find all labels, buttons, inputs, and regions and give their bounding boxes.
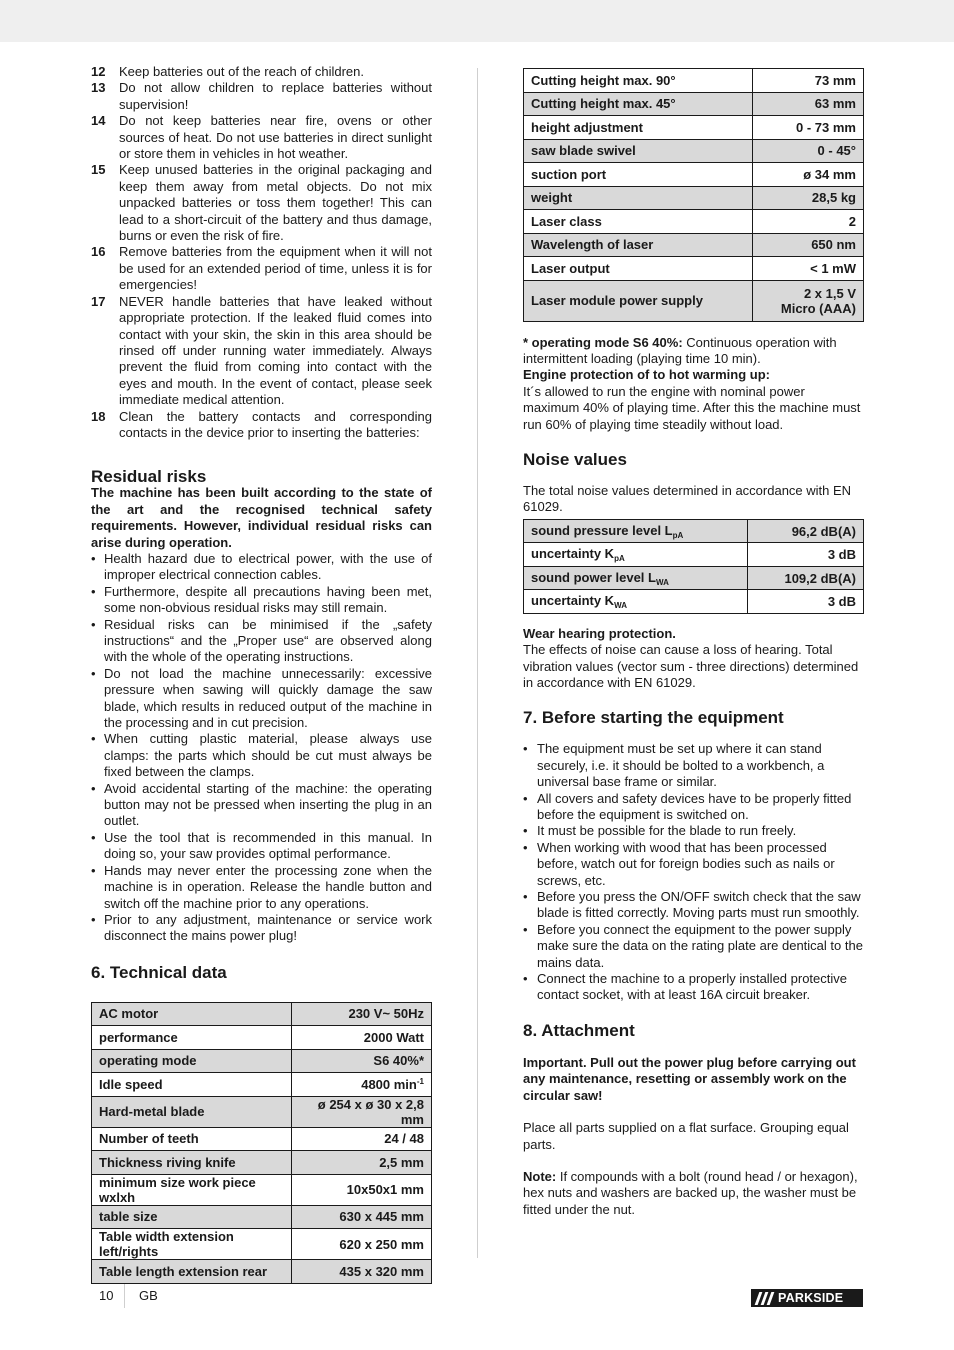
page-number: 10: [99, 1288, 114, 1303]
list-item-text: Remove batteries from the equipment when it will not be used for an extended period of time, unless it is for emergencies!: [119, 244, 432, 293]
table-cell-value: [292, 1260, 432, 1284]
list-item: • Avoid accidental starting of the machine: the operating button may not be pressed when inserting the plug in an outlet.: [91, 781, 432, 830]
list-item-text: Keep batteries out of the reach of children.: [119, 64, 364, 79]
table-cell-value: [753, 280, 864, 321]
table-row: [524, 69, 864, 93]
cell-label-text: uncertainty K: [531, 546, 615, 561]
cell-value-text: 73 mm: [814, 72, 856, 88]
table-cell-value: [748, 566, 864, 590]
table-row: [524, 116, 864, 140]
table-cell-label: [524, 590, 748, 614]
cell-label-text: uncertainty K: [531, 593, 615, 608]
table-row: [92, 1073, 432, 1097]
table-cell-value: [292, 1096, 432, 1127]
table-cell-label: [92, 1174, 292, 1205]
cell-label-text: Wavelength of laser: [531, 237, 654, 253]
cell-value-text: ø 34 mm: [803, 166, 856, 182]
cell-value-text: 3 dB: [827, 594, 856, 609]
cell-value-text: 2: [848, 213, 856, 229]
cell-value-superscript: -1: [416, 1076, 424, 1086]
cell-value-text: 96,2 dB(A): [791, 523, 856, 539]
table-cell-value: [753, 210, 864, 234]
list-item-text: Clean the battery contacts and corresponding contacts in the device prior to inserting the batteries:: [119, 408, 432, 440]
cell-label-text: sound power level L: [531, 569, 656, 585]
table-cell-value: [753, 257, 864, 281]
operating-mode-note-label: * operating mode S6 40%:: [523, 334, 683, 350]
table-row: [524, 566, 864, 590]
table-cell-label: [524, 210, 753, 234]
engine-protection-heading: Engine protection of to hot warming up:: [523, 367, 770, 383]
list-item: • Before you connect the equipment to the power supply make sure the data on the rating plate are dentical to the mains data.: [523, 922, 864, 971]
table-cell-value: [292, 1174, 432, 1205]
table-cell-value: [292, 1127, 432, 1151]
list-item: • Furthermore, despite all precautions having been met, some non-obvious residual risks may still remain.: [91, 584, 432, 617]
cell-value-text: 24 / 48: [384, 1131, 424, 1147]
table-cell-label: [92, 1096, 292, 1127]
operating-mode-note: [523, 335, 864, 368]
table-row: [524, 163, 864, 187]
cell-value-text: S6 40%*: [373, 1053, 424, 1069]
cell-label-text: AC motor: [99, 1006, 159, 1022]
cell-label-text: Thickness riving knife: [99, 1154, 236, 1170]
right-column: [523, 68, 864, 1218]
residual-risks-list: [91, 551, 432, 945]
cell-label-text: Cutting height max. 90°: [531, 72, 676, 88]
table-cell-label: [524, 116, 753, 140]
cell-label-text: weight: [531, 190, 573, 206]
table-cell-label: [92, 1073, 292, 1097]
list-item: • It must be possible for the blade to run freely.: [523, 823, 864, 839]
cell-label-subscript: WA: [655, 577, 669, 587]
list-item-number: 12: [91, 64, 106, 79]
cell-value-text: 109,2 dB(A): [784, 570, 856, 586]
table-cell-value: [292, 1151, 432, 1175]
table-cell-value: [292, 1229, 432, 1260]
cell-value-text-2: Micro (AAA): [780, 300, 856, 316]
cell-value-text: 620 x 250 mm: [339, 1236, 424, 1252]
table-row: [524, 590, 864, 614]
list-item: [91, 80, 432, 113]
list-item-text: NEVER handle batteries that have leaked without appropriate protection. If the leaked fluid comes into contact with your skin, the skin in this area should be rinsed off under running water immediately. Always prevent the fluid from coming into contact with the eyes and mouth. In the event of contact, please seek immediate medical attention.: [119, 293, 432, 408]
noise-values-table: [523, 519, 864, 614]
table-row: [92, 1127, 432, 1151]
table-cell-value: [753, 233, 864, 257]
table-cell-value: [753, 69, 864, 93]
cell-value-text: 2000 Watt: [363, 1029, 424, 1045]
table-cell-label: [92, 1127, 292, 1151]
table-cell-label: [92, 1260, 292, 1284]
table-cell-value: [748, 590, 864, 614]
technical-data-table: [91, 1002, 432, 1284]
wear-protection-heading: Wear hearing protection.: [523, 625, 676, 641]
footer-divider: [124, 1284, 125, 1308]
list-item-number: 18: [91, 408, 106, 424]
table-row: [524, 233, 864, 257]
cell-value-text: 2 x 1,5 V: [803, 285, 856, 301]
list-item-number: 16: [91, 244, 106, 260]
table-cell-value: [753, 116, 864, 140]
cell-label-text: height adjustment: [531, 119, 643, 135]
left-column: [91, 64, 432, 1284]
cell-label-text: Laser output: [531, 260, 610, 276]
technical-data-table-continued: [523, 68, 864, 322]
list-item: • All covers and safety devices have to be properly fitted before the equipment is switched on.: [523, 791, 864, 824]
brand-name: PARKSIDE: [778, 1291, 844, 1305]
cell-value-text: 28,5 kg: [811, 190, 856, 206]
parkside-logo: [751, 1289, 863, 1307]
table-cell-label: [524, 566, 748, 590]
noise-values-heading: Noise values: [523, 449, 627, 469]
table-row: [524, 92, 864, 116]
cell-label-text: performance: [99, 1029, 178, 1045]
table-cell-label: [92, 1026, 292, 1050]
table-row: [524, 139, 864, 163]
cell-value-text: 650 nm: [811, 237, 856, 253]
table-cell-value: [753, 186, 864, 210]
table-cell-label: [524, 69, 753, 93]
cell-label-subscript: pA: [614, 554, 625, 563]
table-cell-label: [524, 280, 753, 321]
cell-value-text: 4800 min: [361, 1076, 417, 1092]
cell-value-text: < 1 mW: [810, 260, 856, 276]
table-cell-value: [292, 1073, 432, 1097]
cell-value-text: 0 - 73 mm: [796, 119, 856, 135]
table-cell-value: [753, 139, 864, 163]
attachment-note: [523, 1169, 864, 1218]
list-item-number: 14: [91, 113, 106, 129]
table-row: [92, 1002, 432, 1026]
residual-risks-heading: Residual risks: [91, 467, 207, 487]
table-cell-label: [524, 257, 753, 281]
table-cell-label: [92, 1205, 292, 1229]
list-item-number: 13: [91, 80, 106, 96]
list-item: [91, 244, 432, 293]
cell-value-text: 435 x 320 mm: [339, 1263, 424, 1279]
attachment-important: Important. Pull out the power plug before carrying out any maintenance, resetting or assembly work on the circular saw!: [523, 1054, 856, 1103]
list-item-text: Do not allow children to replace batteries without supervision!: [119, 80, 432, 112]
table-cell-value: [292, 1002, 432, 1026]
list-item: • Connect the machine to a properly installed protective contact socket, with at least 16A circuit breaker.: [523, 971, 864, 1004]
cell-value-text: 10x50x1 mm: [346, 1182, 424, 1198]
cell-label-text: saw blade swivel: [531, 143, 636, 159]
table-cell-value: [292, 1026, 432, 1050]
top-bar: [0, 0, 954, 42]
table-cell-label: [92, 1229, 292, 1260]
cell-label-text: minimum size work piece wxlxh: [99, 1174, 256, 1205]
table-cell-label: [524, 92, 753, 116]
table-cell-label: [524, 233, 753, 257]
table-row: [524, 543, 864, 567]
list-item: • The equipment must be set up where it can stand securely, i.e. it should be bolted to a workbench, a universal base frame or similar.: [523, 741, 864, 790]
list-item: • When cutting plastic material, please always use clamps: the parts which should be cut must always be fixed between the clamps.: [91, 731, 432, 780]
cell-label-subscript: WA: [614, 601, 627, 610]
table-row: [524, 280, 864, 321]
language-code: GB: [139, 1288, 158, 1303]
table-row: [524, 519, 864, 543]
table-row: [92, 1096, 432, 1127]
cell-label-text: Idle speed: [99, 1076, 163, 1092]
cell-label-text: suction port: [531, 166, 607, 182]
cell-value-text: 2,5 mm: [379, 1154, 424, 1170]
table-row: [524, 210, 864, 234]
table-row: [92, 1260, 432, 1284]
engine-protection-text: It´s allowed to run the engine with nominal power maximum 40% of playing time. After this the machine must run 60% of playing time steadily without load.: [523, 383, 861, 432]
table-cell-label: [524, 139, 753, 163]
table-cell-label: [92, 1049, 292, 1073]
cell-label-text: Table width extension left/rights: [99, 1229, 234, 1260]
attachment-place: Place all parts supplied on a flat surface. Grouping equal parts.: [523, 1120, 849, 1152]
list-item-number: 15: [91, 162, 106, 178]
table-cell-label: [524, 163, 753, 187]
cell-value-text: 230 V~ 50Hz: [348, 1006, 424, 1022]
table-cell-value: [748, 543, 864, 567]
table-cell-value: [292, 1049, 432, 1073]
cell-value-text: ø 254 x ø 30 x 2,8 mm: [317, 1096, 424, 1127]
table-row: [524, 257, 864, 281]
list-item: [91, 113, 432, 162]
cell-label-text: Hard-metal blade: [99, 1104, 205, 1120]
cell-value-text: 3 dB: [827, 547, 856, 562]
cell-label-text: Table length extension rear: [99, 1263, 268, 1279]
list-item-number: 17: [91, 293, 106, 309]
list-item-text: Keep unused batteries in the original packaging and keep them away from metal objects. Do not mix unpacked batteries or toss them together! This can lead to a short-circuit of the battery and thus damage, burns or even the risk of fire.: [119, 162, 432, 244]
table-cell-label: [524, 519, 748, 543]
table-row: [92, 1026, 432, 1050]
list-item: • Hands may never enter the processing zone when the machine is in operation. Release the handle button and switch off the machine prior to any operations.: [91, 863, 432, 912]
list-item: • Health hazard due to electrical power, with the use of improper electrical connection cables.: [91, 551, 432, 584]
cell-label-text: Cutting height max. 45°: [531, 96, 676, 112]
cell-label-text: table size: [99, 1209, 158, 1225]
cell-label-text: Number of teeth: [99, 1131, 199, 1147]
battery-safety-list: [91, 64, 432, 441]
list-item: • Prior to any adjustment, maintenance or service work disconnect the mains power plug!: [91, 912, 432, 945]
noise-values-intro: The total noise values determined in accordance with EN 61029.: [523, 482, 852, 515]
table-cell-label: [524, 186, 753, 210]
table-row: [92, 1049, 432, 1073]
before-starting-heading: 7. Before starting the equipment: [523, 708, 784, 728]
list-item: • Use the tool that is recommended in this manual. In doing so, your saw provides optimal performance.: [91, 830, 432, 863]
list-item: [91, 294, 432, 409]
column-divider: [477, 68, 478, 1258]
list-item: • Before you press the ON/OFF switch check that the saw blade is fitted correctly. Moving parts must run smoothly.: [523, 889, 864, 922]
residual-risks-intro: The machine has been built according to the state of the art and the recognised technical safety requirements. However, individual residual risks can arise during operation.: [91, 485, 432, 550]
list-item: [91, 409, 432, 442]
operating-mode-note-text: Continuous operation with intermittent loading (playing time 10 min).: [523, 334, 837, 366]
list-item: [91, 64, 432, 80]
wear-protection-text: The effects of noise can cause a loss of hearing. Total vibration values (vector sum - three directions) determined in accordance with EN 61029.: [523, 642, 859, 690]
attachment-heading: 8. Attachment: [523, 1020, 635, 1040]
table-cell-value: [753, 92, 864, 116]
list-item: • When working with wood that has been processed before, watch out for foreign bodies such as nails or screws, etc.: [523, 840, 864, 889]
cell-value-text: 63 mm: [814, 96, 856, 112]
logo-stripes-icon: [757, 1292, 772, 1305]
table-cell-label: [524, 543, 748, 567]
cell-label-text: Laser module power supply: [531, 293, 703, 308]
cell-value-text: 630 x 445 mm: [339, 1209, 424, 1225]
cell-label-text: Laser class: [531, 213, 602, 229]
cell-label-subscript: pA: [672, 530, 684, 540]
table-cell-value: [292, 1205, 432, 1229]
table-row: [92, 1174, 432, 1205]
table-cell-label: [92, 1002, 292, 1026]
cell-value-text: 0 - 45°: [817, 143, 856, 159]
attachment-note-text: If compounds with a bolt (round head / or hexagon), hex nuts and washers are backed up, the washer must be fitted under the nut.: [523, 1168, 858, 1217]
list-item-text: Do not keep batteries near fire, ovens or other sources of heat. Do not use batteries in direct sunlight or store them in vehicles in hot weather.: [119, 113, 432, 162]
table-cell-value: [748, 519, 864, 543]
cell-label-text: sound pressure level L: [531, 522, 673, 538]
cell-label-text: operating mode: [99, 1053, 197, 1069]
technical-data-heading: 6. Technical data: [91, 962, 227, 982]
table-row: [92, 1229, 432, 1260]
list-item: [91, 162, 432, 244]
table-row: [92, 1205, 432, 1229]
table-cell-label: [92, 1151, 292, 1175]
table-row: [524, 186, 864, 210]
attachment-note-label: Note:: [523, 1168, 557, 1184]
list-item: • Do not load the machine unnecessarily: excessive pressure when sawing will quickly damage the saw blade, which results in reduced output of the machine in the processing and in cut precision.: [91, 666, 432, 732]
table-row: [92, 1151, 432, 1175]
before-starting-list: [523, 741, 864, 1004]
table-cell-value: [753, 163, 864, 187]
list-item: • Residual risks can be minimised if the „safety instructions“ and the „Proper use“ are observed along with the whole of the operating instructions.: [91, 617, 432, 666]
